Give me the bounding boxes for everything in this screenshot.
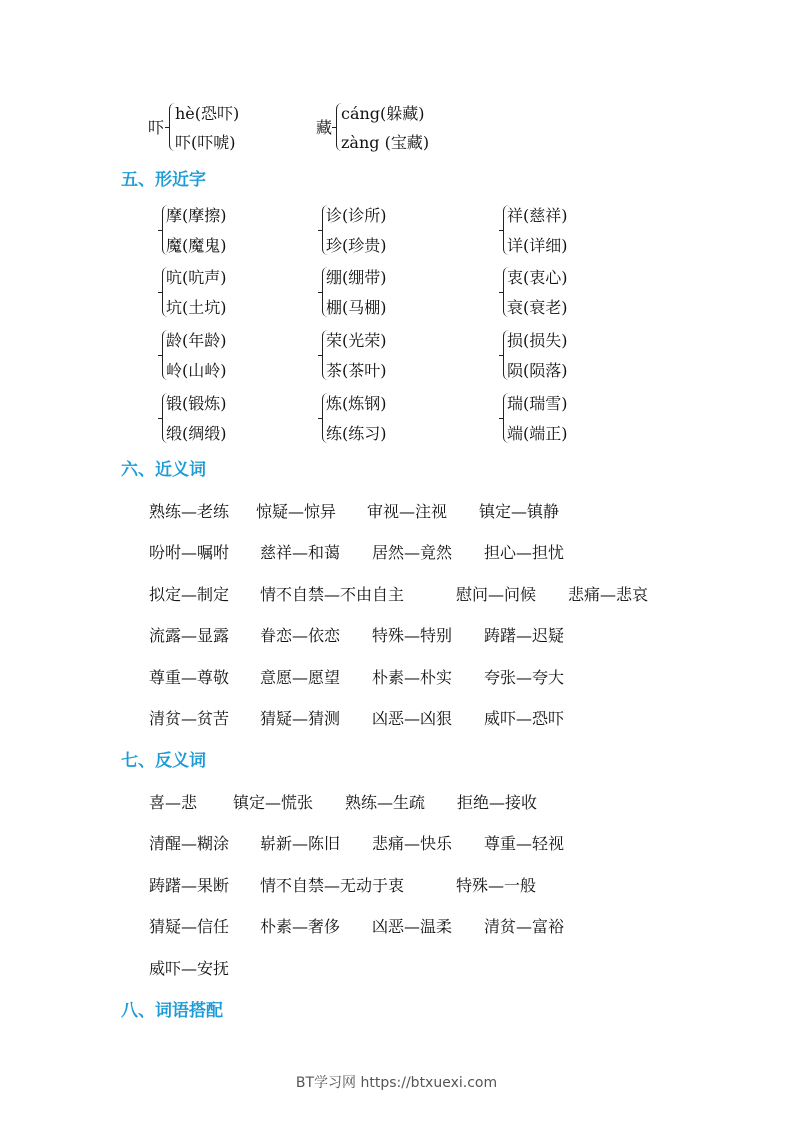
word-row xyxy=(149,961,229,977)
word-pair: 拒绝—接收 xyxy=(457,793,538,812)
word-pair: 凶恶—凶狠 xyxy=(372,709,453,728)
word-pair: 熟练—生疏 xyxy=(345,793,426,812)
word-pair: 审视—注视 xyxy=(367,502,448,521)
word-pair: 猜疑—猜测 xyxy=(260,709,341,728)
similar-char-item: 荣(光荣) xyxy=(326,331,387,350)
similar-char-item: 岭(山岭) xyxy=(166,361,227,380)
section-heading-5: 五、形近字 xyxy=(121,170,206,190)
polyphone-reading: 吓(吓唬) xyxy=(175,133,236,152)
similar-char-item: 绷(绷带) xyxy=(326,268,387,287)
word-pair: 崭新—陈旧 xyxy=(260,834,341,853)
word-row xyxy=(149,670,564,686)
word-pair: 尊重—尊敬 xyxy=(149,668,230,687)
word-pair: 清贫—富裕 xyxy=(484,917,565,936)
word-row xyxy=(149,711,564,727)
similar-char-item: 珍(珍贵) xyxy=(326,236,387,255)
section-heading-6: 六、近义词 xyxy=(121,460,206,480)
word-pair: 吩咐—嘱咐 xyxy=(149,543,230,562)
polyphone-char: 吓 xyxy=(148,118,165,137)
similar-char-item: 龄(年龄) xyxy=(166,331,227,350)
similar-char-item: 吭(吭声) xyxy=(166,268,227,287)
word-pair: 猜疑—信任 xyxy=(149,917,230,936)
word-row xyxy=(149,919,564,935)
word-pair: 威吓—安抚 xyxy=(149,959,230,978)
similar-char-item: 陨(陨落) xyxy=(507,361,568,380)
word-pair: 情不自禁—不由自主 xyxy=(260,585,405,604)
polyphone-reading: zàng (宝藏) xyxy=(341,133,430,152)
word-pair: 喜—悲 xyxy=(149,793,198,812)
word-pair: 威吓—恐吓 xyxy=(484,709,565,728)
word-pair: 熟练—老练 xyxy=(149,502,230,521)
word-pair: 担心—担忧 xyxy=(484,543,565,562)
similar-char-item: 端(端正) xyxy=(507,424,568,443)
word-pair: 惊疑—惊异 xyxy=(256,502,337,521)
word-pair: 朴素—朴实 xyxy=(372,668,453,687)
section-heading-7: 七、反义词 xyxy=(121,751,206,771)
word-row xyxy=(149,836,564,852)
word-pair: 清醒—糊涂 xyxy=(149,834,230,853)
word-pair: 慰问—问候 xyxy=(456,585,537,604)
footer-watermark: BT学习网 https://btxuexi.com xyxy=(295,1075,498,1091)
similar-char-item: 祥(慈祥) xyxy=(507,206,568,225)
word-pair: 镇定—镇静 xyxy=(479,502,560,521)
word-pair: 流露—显露 xyxy=(149,626,230,645)
polyphone-char: 藏 xyxy=(316,118,333,137)
polyphone-reading: cáng(躲藏) xyxy=(341,104,425,123)
word-pair: 悲痛—快乐 xyxy=(372,834,453,853)
word-pair: 特殊—特别 xyxy=(372,626,453,645)
word-pair: 意愿—愿望 xyxy=(260,668,341,687)
similar-char-item: 锻(锻炼) xyxy=(166,394,227,413)
word-row xyxy=(149,545,564,561)
word-pair: 踌躇—迟疑 xyxy=(484,626,565,645)
word-row xyxy=(149,504,559,520)
similar-char-item: 茶(茶叶) xyxy=(326,361,387,380)
word-row xyxy=(149,628,564,644)
similar-char-item: 炼(炼钢) xyxy=(326,394,387,413)
similar-char-item: 棚(马棚) xyxy=(326,298,387,317)
similar-char-item: 瑞(瑞雪) xyxy=(507,394,568,413)
word-pair: 居然—竟然 xyxy=(372,543,453,562)
word-pair: 情不自禁—无动于衷 xyxy=(260,876,405,895)
similar-char-item: 魔(魔鬼) xyxy=(166,236,227,255)
word-pair: 凶恶—温柔 xyxy=(372,917,453,936)
word-row xyxy=(149,587,648,603)
similar-char-item: 详(详细) xyxy=(507,236,568,255)
similar-char-item: 衷(衷心) xyxy=(507,268,568,287)
word-pair: 慈祥—和蔼 xyxy=(260,543,341,562)
word-pair: 悲痛—悲哀 xyxy=(568,585,649,604)
word-row xyxy=(149,878,536,894)
similar-char-item: 衰(衰老) xyxy=(507,298,568,317)
section-heading-8: 八、词语搭配 xyxy=(121,1001,223,1021)
word-pair: 踌躇—果断 xyxy=(149,876,230,895)
word-pair: 尊重—轻视 xyxy=(484,834,565,853)
similar-char-item: 坑(土坑) xyxy=(166,298,227,317)
word-pair: 镇定—慌张 xyxy=(233,793,314,812)
word-pair: 拟定—制定 xyxy=(149,585,230,604)
similar-char-item: 摩(摩擦) xyxy=(166,206,227,225)
similar-char-item: 练(练习) xyxy=(326,424,387,443)
word-pair: 清贫—贫苦 xyxy=(149,709,230,728)
word-row xyxy=(149,795,537,811)
similar-char-item: 诊(诊所) xyxy=(326,206,387,225)
polyphone-reading: hè(恐吓) xyxy=(175,104,240,123)
word-pair: 特殊—一般 xyxy=(456,876,537,895)
similar-char-item: 缎(绸缎) xyxy=(166,424,227,443)
similar-char-item: 损(损失) xyxy=(507,331,568,350)
word-pair: 夸张—夸大 xyxy=(484,668,565,687)
word-pair: 朴素—奢侈 xyxy=(260,917,341,936)
word-pair: 眷恋—依恋 xyxy=(260,626,341,645)
